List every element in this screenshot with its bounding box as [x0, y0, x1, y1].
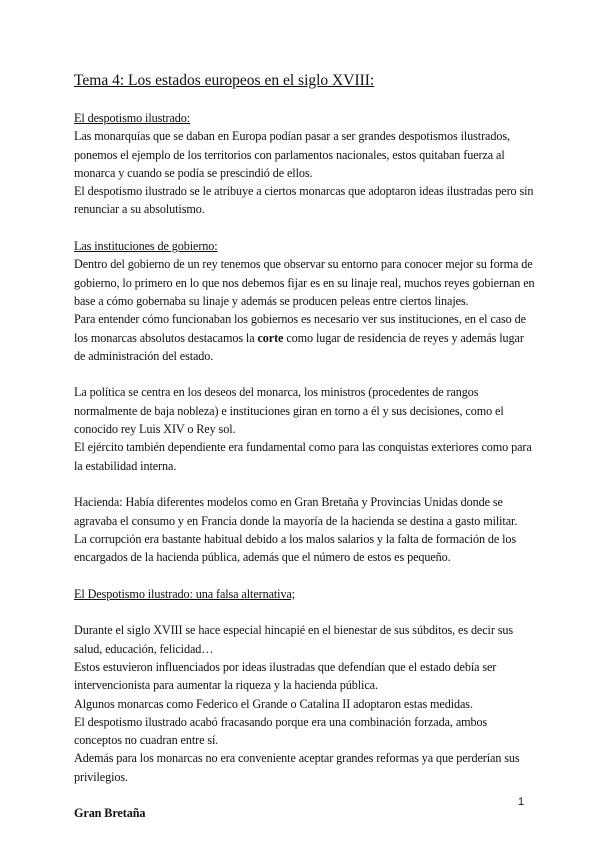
- paragraph-text: como lugar de residencia de reyes y además lugar de administración del estado.: [74, 330, 524, 363]
- bold-term-corte: corte: [257, 330, 284, 345]
- section-heading-falsa-alternativa: El Despotismo ilustrado: una falsa alternativa;: [74, 586, 296, 601]
- section-heading-gran-bretana: Gran Bretaña: [74, 806, 146, 821]
- page-number: 1: [518, 796, 525, 808]
- paragraph: Dentro del gobierno de un rey tenemos que observar su entorno para conocer mejor su forma de gobierno, lo primero en lo que nos debemos fijar es en su linaje real, muchos reyes gobiernan en base a cómo gobernaba su linaje y además se producen peleas entre ciertos linajes.: [74, 257, 535, 308]
- document-title: Tema 4: Los estados europeos en el siglo XVIII:: [74, 72, 375, 89]
- paragraph: El ejército también dependiente era fundamental como para las conquistas exteriores como para la estabilidad interna.: [74, 440, 532, 473]
- paragraph: El despotismo ilustrado acabó fracasando porque era una combinación forzada, ambos conceptos no cuadran entre sí.: [74, 714, 488, 748]
- section-heading-despotismo: El despotismo ilustrado:: [74, 111, 191, 125]
- paragraph: Durante el siglo XVIII se hace especial hincapié en el bienestar de sus súbditos, es decir sus salud, educación, felicidad…: [74, 623, 514, 656]
- paragraph: Hacienda: Había diferentes modelos como en Gran Bretaña y Provincias Unidas donde se agravaba el consumo y en Francia donde la mayoría de la hacienda se destina a gasto militar.: [74, 495, 518, 528]
- document-body: [74, 109, 536, 823]
- paragraph: Además para los monarcas no era conveniente aceptar grandes reformas ya que perderían sus privilegios.: [74, 751, 520, 784]
- paragraph: Estos estuvieron influenciados por ideas ilustradas que defendían que el estado debía ser intervencionista para aumentar la riqueza y la hacienda pública.: [74, 659, 497, 693]
- paragraph: Algunos monarcas como Federico el Grande o Catalina II adoptaron estas medidas.: [74, 696, 473, 711]
- paragraph: Las monarquías que se daban en Europa podían pasar a ser grandes despotismos ilustrados, ponemos el ejemplo de los territorios con parlamentos nacionales, estos quitaban fuerza al monarca y cuando se podía se prescindió de ellos.: [74, 129, 510, 180]
- paragraph: [74, 310, 536, 365]
- paragraph: La política se centra en los deseos del monarca, los ministros (procedentes de rangos normalmente de baja nobleza) e instituciones giran en torno a él y sus decisiones, como el conocido rey Luis XIV o Rey sol.: [74, 385, 504, 437]
- paragraph: La corrupción era bastante habitual debido a los malos salarios y la falta de formación de los encargados de la hacienda pública, además que el número de estos es pequeño.: [74, 531, 517, 565]
- section-heading-instituciones: Las instituciones de gobierno:: [74, 239, 218, 254]
- paragraph: El despotismo ilustrado se le atribuye a ciertos monarcas que adoptaron ideas ilustradas pero sin renunciar a su absolutismo.: [74, 184, 534, 217]
- paragraph-text: Para entender cómo funcionaban los gobiernos es necesario ver sus instituciones, en el caso de los monarcas absolutos destacamos la: [74, 312, 526, 345]
